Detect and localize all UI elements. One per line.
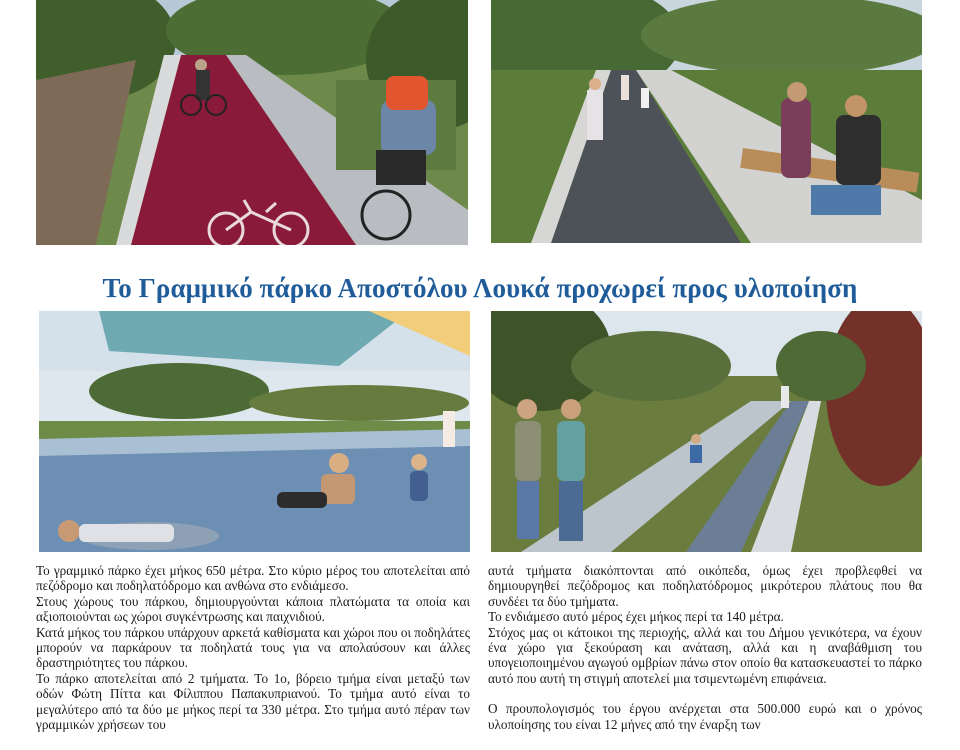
article-paragraph: Το πάρκο αποτελείται από 2 τμήματα. Το 1ο, βόρειο τμήμα είναι μεταξύ των οδών Φώτη Πίττα και Φίλιππου Παπακυπριανού. Το τμήμα αυτό είναι το μεγαλύτερο από τα δύο με μήκος περί τα 330 μέτρα. Στο τμήμα αυτό πέραν των γραμμικών χρήσεων του <box>36 670 470 733</box>
tree-lined-path-photo <box>491 311 922 552</box>
shaded-plaza-photo <box>39 311 470 552</box>
article-paragraph: Το ενδιάμεσο αυτό μέρος έχει μήκος περί τα 140 μέτρα. <box>488 609 784 625</box>
article-paragraph: Στόχος μας οι κάτοικοι της περιοχής, αλλά και του Δήμου γενικότερα, να έχουν ένα χώρο για ξεκούραση και ανάταση, αλλά και η αναβάθμιση του υπογειοποιημένου αγωγού ομβρίων πάνω στον οποίο θα κατασκευαστεί το πάρκο αυτό που αυτή τη στιγμή αποτελεί μια τσιμεντωμένη επιφάνεια. <box>488 624 922 686</box>
article-paragraph: Ο προυπολογισμός του έργου ανέρχεται στα 500.000 ευρώ και ο χρόνος υλοποίησης του είναι 12 μήνες από την έναρξη των <box>488 701 922 732</box>
article-column-right <box>488 563 922 732</box>
article-paragraph: Κατά μήκος του πάρκου υπάρχουν αρκετά καθίσματα και χώροι που οι ποδηλάτες μπορούν να παρκάρουν τα ποδηλατά τους για να απολαύσουν και άλλες δραστηριότητες του πάρκου. <box>36 624 471 671</box>
walkway-bench-photo <box>491 0 922 243</box>
article-paragraph: αυτά τμήματα διακόπτονται από οικόπεδα, όμως έχει προβλεφθεί να δημιουργηθεί πεζόδρομος και ποδηλατόδρομος μικρότερου πλάτους που θα συνδέει τα δύο τμήματα. <box>488 563 922 609</box>
headline: Το Γραμμικό πάρκο Αποστόλου Λουκά προχωρεί προς υλοποίηση <box>102 273 858 304</box>
bike-lane-photo <box>36 0 468 245</box>
article-paragraph: Στους χώρους του πάρκου, δημιουργούνται κάποια πλατώματα τα οποία και αξιοποιούνται ως χώροι συγκέντρωσης και παιχνιδιού. <box>36 593 470 625</box>
article-paragraph: Το γραμμικό πάρκο έχει μήκος 650 μέτρα. Στο κύριο μέρος του αποτελείται από πεζόδρομο και ποδηλατόδρομο και ανθώνα στο ενδιάμεσο. <box>36 563 470 594</box>
article-column-left <box>36 563 470 732</box>
